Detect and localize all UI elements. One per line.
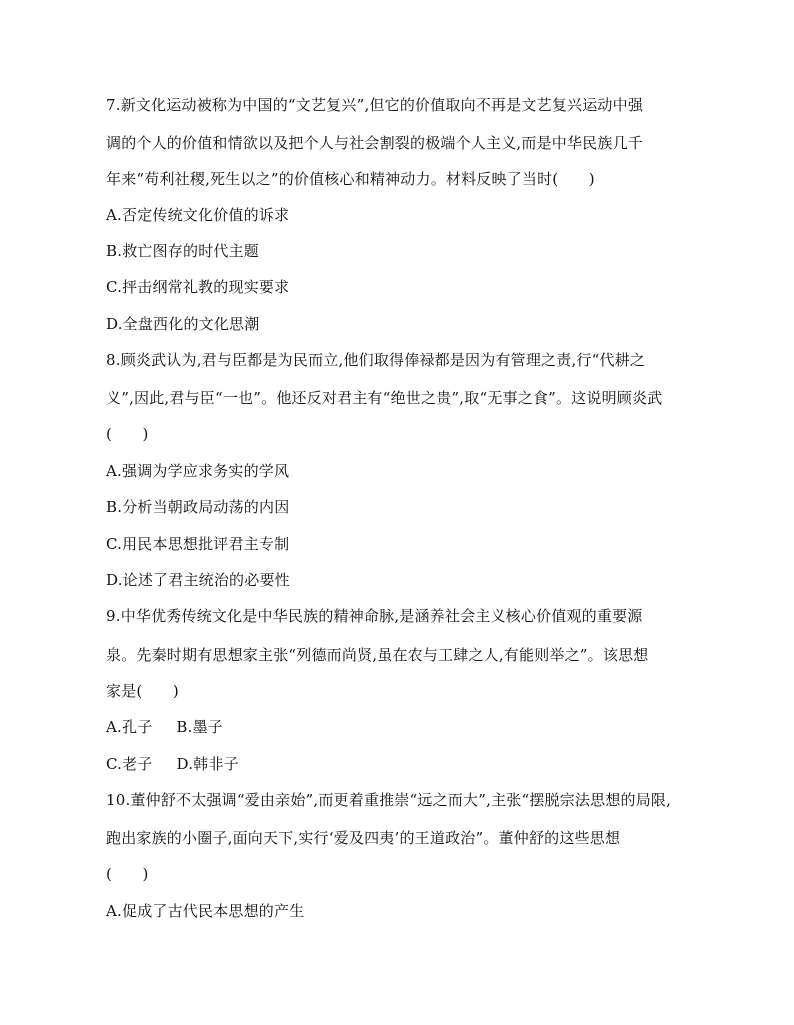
q9-option-row-2 [106,754,696,774]
q10-option-a: A.促成了古代民本思想的产生 [106,902,305,920]
q7-option-a: A.否定传统文化价值的诉求 [106,206,290,224]
q8-stem-line-3: ( ) [106,425,149,443]
q10-stem-line-1: 10.董仲舒不太强调“爱由亲始”,而更着重推崇“远之而大”,主张“摆脱宗法思想的局限, [106,791,672,809]
q7-option-d: D.全盘西化的文化思潮 [106,315,260,333]
q7-option-b: B.救亡图存的时代主题 [106,242,259,260]
q7-stem-line-3: 年来“苟利社稷,死生以之”的价值核心和精神动力。材料反映了当时( ) [106,170,595,188]
q9-option-b: B.墨子 [176,718,223,736]
q9-stem-line-3: 家是( ) [106,682,179,700]
q9-option-row-1 [106,717,696,737]
q10-stem-line-2: 跑出家族的小圈子,面向天下,实行‘爱及四夷’的王道政治”。董仲舒的这些思想 [106,829,621,847]
q8-option-d: D.论述了君主统治的必要性 [106,571,290,589]
q9-option-c: C.老子 [106,755,153,773]
q9-stem-line-2: 泉。先秦时期有思想家主张“列德而尚贤,虽在农与工肆之人,有能则举之”。该思想 [106,646,649,664]
q9-option-a: A.孔子 [106,718,153,736]
q8-option-a: A.强调为学应求务实的学风 [106,462,290,480]
q10-stem-line-3: ( ) [106,865,149,883]
q7-stem-line-1: 7.新文化运动被称为中国的“文艺复兴”,但它的价值取向不再是文艺复兴运动中强 [106,96,644,114]
q9-option-d: D.韩非子 [176,755,239,773]
q8-option-c: C.用民本思想批评君主专制 [106,535,290,553]
q8-stem-line-2: 义”,因此,君与臣“一也”。他还反对君主有“绝世之贵”,取“无事之食”。这说明顾炎武 [106,389,663,407]
q9-stem-line-1: 9.中华优秀传统文化是中华民族的精神命脉,是涵养社会主义核心价值观的重要源 [106,607,643,625]
q7-stem-line-2: 调的个人的价值和情欲以及把个人与社会割裂的极端个人主义,而是中华民族几千 [106,134,643,152]
q8-option-b: B.分析当朝政局动荡的内因 [106,498,290,516]
q8-stem-line-1: 8.顾炎武认为,君与臣都是为民而立,他们取得俸禄都是因为有管理之责,行“代耕之 [106,351,646,369]
q7-option-c: C.抨击纲常礼教的现实要求 [106,278,290,296]
